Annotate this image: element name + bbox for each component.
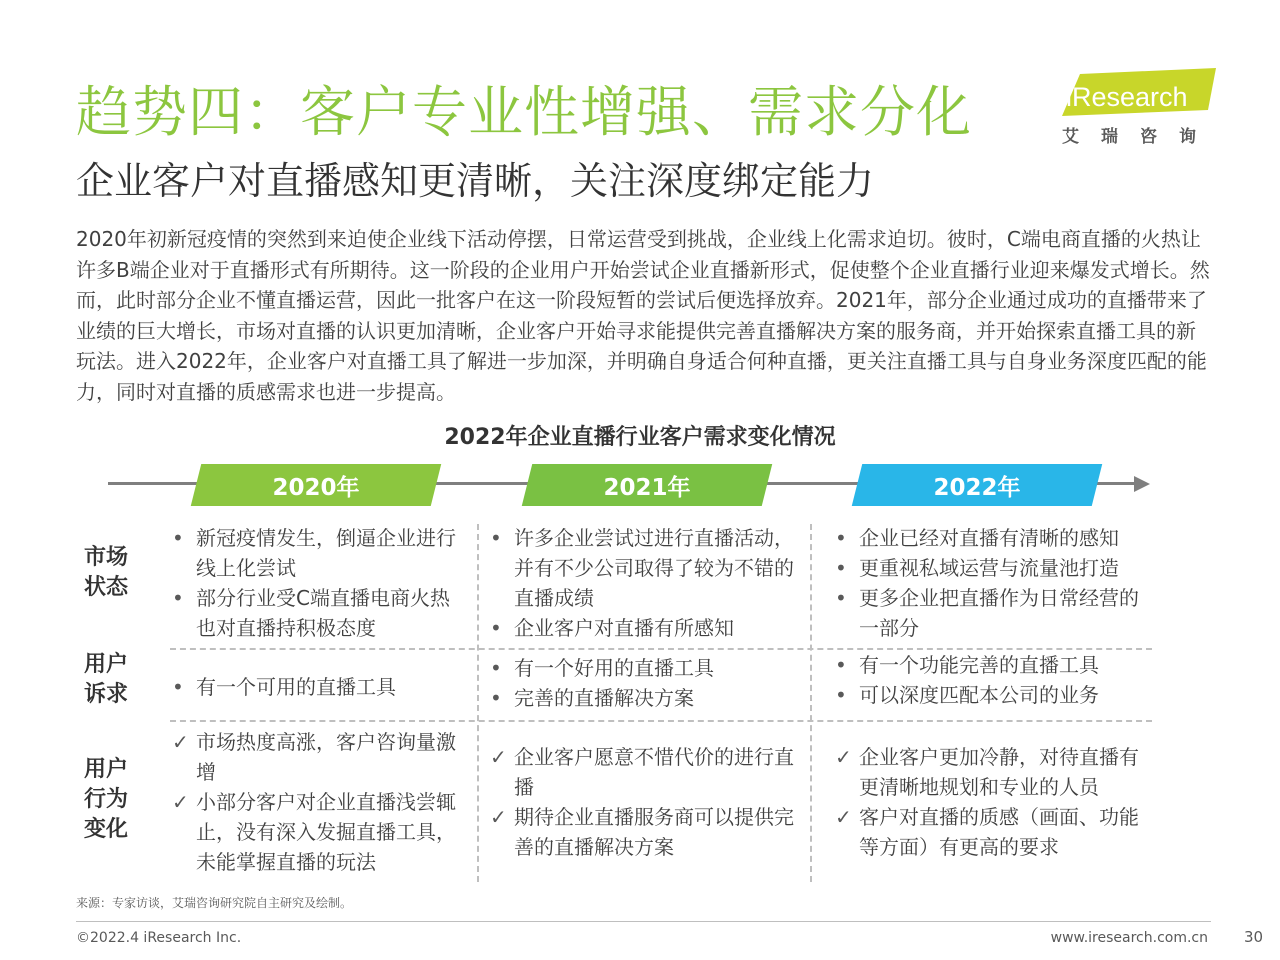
list-item xyxy=(833,650,1153,680)
list-item xyxy=(833,583,1153,643)
bullet-icon: • xyxy=(490,616,502,640)
list-item-text: 企业客户更加冷静，对待直播有更清晰地规划和专业的人员 xyxy=(859,745,1139,799)
list-item-text: 有一个功能完善的直播工具 xyxy=(859,653,1099,677)
bullet-list xyxy=(170,727,460,877)
cell-demand-2021 xyxy=(488,653,800,713)
page-subtitle: 企业客户对直播感知更清晰，关注深度绑定能力 xyxy=(76,159,875,203)
footer-divider xyxy=(76,921,1211,922)
cell-market-2021 xyxy=(488,523,800,643)
list-item-text: 有一个好用的直播工具 xyxy=(514,656,714,680)
row-label-line: 诉求 xyxy=(83,682,128,707)
list-item xyxy=(170,727,460,787)
cell-behavior-2020 xyxy=(170,727,460,877)
list-item xyxy=(170,523,460,583)
column-divider xyxy=(810,524,812,882)
bullet-icon: • xyxy=(835,683,847,707)
list-item-text: 有一个可用的直播工具 xyxy=(196,675,396,699)
list-item xyxy=(488,523,800,613)
row-label-behavior xyxy=(80,755,132,845)
list-item-text: 部分行业受C端直播电商火热也对直播持积极态度 xyxy=(196,586,450,640)
list-item xyxy=(833,523,1153,553)
row-label-line: 市场 xyxy=(83,545,128,570)
column-divider xyxy=(477,524,479,882)
list-item-text: 市场热度高涨，客户咨询量激增 xyxy=(196,730,456,784)
bullet-list xyxy=(488,653,800,713)
source-note: 来源：专家访谈，艾瑞咨询研究院自主研究及绘制。 xyxy=(76,896,353,910)
cell-market-2020 xyxy=(170,523,460,643)
checkmark-icon: ✓ xyxy=(490,805,507,829)
row-label-line: 用户 xyxy=(83,757,128,782)
bullet-list xyxy=(833,742,1153,862)
year-label: 2022年 xyxy=(933,474,1021,501)
list-item-text: 客户对直播的质感（画面、功能等方面）有更高的要求 xyxy=(859,805,1139,859)
checkmark-icon: ✓ xyxy=(172,790,189,814)
bullet-icon: • xyxy=(172,675,184,699)
list-item xyxy=(488,653,800,683)
bullet-icon: • xyxy=(490,656,502,680)
list-item xyxy=(170,787,460,877)
bullet-list xyxy=(170,523,460,643)
bullet-icon: • xyxy=(490,686,502,710)
list-item xyxy=(833,742,1153,802)
bullet-list xyxy=(833,523,1153,643)
year-badge-2020 xyxy=(196,464,436,506)
checkmark-icon: ✓ xyxy=(172,730,189,754)
website-link[interactable]: www.iresearch.com.cn xyxy=(1050,930,1208,946)
list-item-text: 许多企业尝试过进行直播活动，并有不少公司取得了较为不错的直播成绩 xyxy=(514,526,794,610)
timeline-arrow-icon xyxy=(1134,476,1150,492)
copyright: ©2022.4 iResearch Inc. xyxy=(76,930,242,946)
bullet-icon: • xyxy=(172,526,184,550)
list-item xyxy=(488,742,800,802)
page-title: 趋势四：客户专业性增强、需求分化 xyxy=(76,80,973,144)
cell-behavior-2021 xyxy=(488,742,800,862)
checkmark-icon: ✓ xyxy=(490,745,507,769)
checkmark-icon: ✓ xyxy=(835,805,852,829)
bullet-icon: • xyxy=(835,653,847,677)
list-item-text: 小部分客户对企业直播浅尝辄止，没有深入发掘直播工具，未能掌握直播的玩法 xyxy=(196,790,456,874)
list-item xyxy=(488,802,800,862)
bullet-icon: • xyxy=(835,556,847,580)
row-label-line: 用户 xyxy=(83,652,128,677)
row-label-demand xyxy=(80,650,132,710)
list-item xyxy=(833,802,1153,862)
checkmark-icon: ✓ xyxy=(835,745,852,769)
cell-demand-2022 xyxy=(833,650,1153,710)
list-item-text: 更重视私域运营与流量池打造 xyxy=(859,556,1119,580)
cell-market-2022 xyxy=(833,523,1153,643)
list-item-text: 企业客户愿意不惜代价的进行直播 xyxy=(514,745,794,799)
row-label-line: 变化 xyxy=(83,817,128,842)
bullet-list xyxy=(488,523,800,643)
list-item-text: 期待企业直播服务商可以提供完善的直播解决方案 xyxy=(514,805,794,859)
list-item xyxy=(833,553,1153,583)
list-item xyxy=(170,672,460,702)
list-item xyxy=(170,583,460,643)
bullet-list xyxy=(170,672,460,702)
year-badge-2022 xyxy=(857,464,1097,506)
list-item xyxy=(488,683,800,713)
cell-demand-2020 xyxy=(170,672,460,702)
intro-paragraph: 2020年初新冠疫情的突然到来迫使企业线下活动停摆，日常运营受到挑战，企业线上化需求迫切。彼时，C端电商直播的火热让许多B端企业对于直播形式有所期待。这一阶段的企业用户开始尝试企业直播新形式，促使整个企业直播行业迎来爆发式增长。然而，此时部分企业不懂直播运营，因此一批客户在这一阶段短暂的尝试后便选择放弃。2021年，部分企业通过成功的直播带来了业绩的巨大增长，市场对直播的认识更加清晰，企业客户开始寻求能提供完善直播解决方案的服务商，并开始探索直播工具的新玩法。进入2022年，企业客户对直播工具了解进一步加深，并明确自身适合何种直播，更关注直播工具与自身业务深度匹配的能力，同时对直播的质感需求也进一步提高。 xyxy=(76,227,1210,404)
list-item-text: 企业已经对直播有清晰的感知 xyxy=(859,526,1119,550)
page-number: 30 xyxy=(1244,928,1264,946)
year-label: 2021年 xyxy=(603,474,691,501)
list-item-text: 更多企业把直播作为日常经营的一部分 xyxy=(859,586,1139,640)
bullet-list xyxy=(488,742,800,862)
list-item-text: 企业客户对直播有所感知 xyxy=(514,616,734,640)
row-label-line: 状态 xyxy=(83,575,128,600)
list-item xyxy=(488,613,800,643)
row-label-line: 行为 xyxy=(83,787,128,812)
year-label: 2020年 xyxy=(272,474,360,501)
logo-text: iResearch xyxy=(1066,82,1188,112)
list-item-text: 新冠疫情发生，倒逼企业进行线上化尝试 xyxy=(196,526,456,580)
logo-chinese-name: 艾瑞咨询 xyxy=(1062,127,1218,147)
cell-behavior-2022 xyxy=(833,742,1153,862)
list-item-text: 完善的直播解决方案 xyxy=(514,686,694,710)
year-badge-2021 xyxy=(527,464,767,506)
row-label-market xyxy=(80,543,132,603)
bullet-icon: • xyxy=(835,586,847,610)
bullet-icon: • xyxy=(172,586,184,610)
list-item xyxy=(833,680,1153,710)
row-divider xyxy=(170,720,1152,722)
bullet-icon: • xyxy=(490,526,502,550)
bullet-list xyxy=(833,650,1153,710)
chart-title: 2022年企业直播行业客户需求变化情况 xyxy=(444,425,836,450)
list-item-text: 可以深度匹配本公司的业务 xyxy=(859,683,1099,707)
bullet-icon: • xyxy=(835,526,847,550)
